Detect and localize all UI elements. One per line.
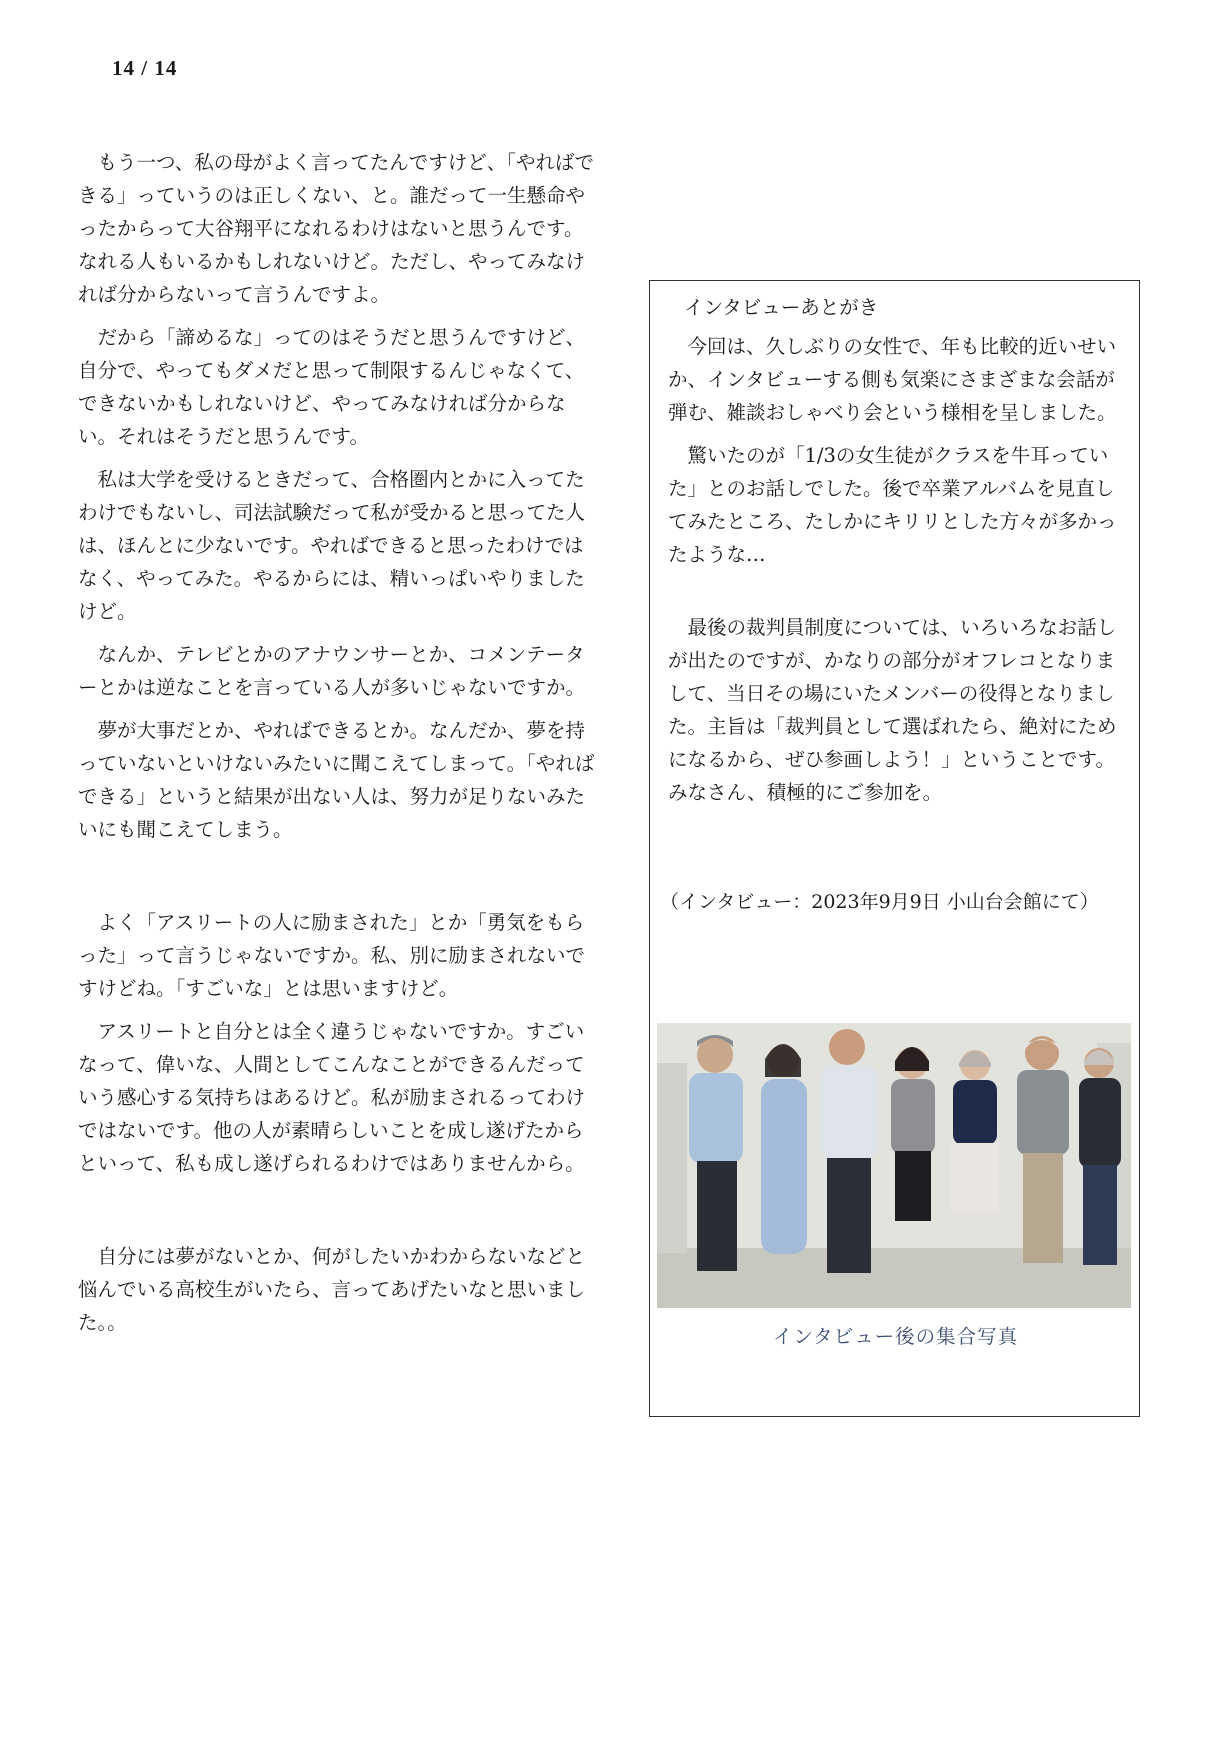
afterword-title: インタビューあとがき — [684, 296, 879, 319]
body-paragraph: 自分には夢がないとか、何がしたいかわからないなどと悩んでいる高校生がいたら、言ってあげたいなと思いました。。 — [78, 1245, 586, 1334]
body-paragraph: だから「諦めるな」ってのはそうだと思うんですけど、自分で、やってもダメだと思って制限するんじゃなくて、できないかもしれないけど、やってみなければ分からない。それはそうだと思うんです。 — [78, 326, 586, 448]
body-paragraph: もう一つ、私の母がよく言ってたんですけど、「やればできる」っていうのは正しくない、と。誰だって一生懸命やったからって大谷翔平になれるわけはないと思うんです。なれる人もいるかもしれないけど。ただし、やってみなければ分からないって言うんですよ。 — [78, 151, 594, 306]
afterword-paragraph: 今回は、久しぶりの女性で、年も比較的近いせいか、インタビューする側も気楽にさまざまな会話が弾む、雑談おしゃべり会という様相を呈しました。 — [668, 335, 1117, 424]
group-photo — [657, 1023, 1131, 1308]
afterword-paragraph: 驚いたのが「1/3の女生徒がクラスを牛耳っていた」とのお話しでした。後で卒業アルバムを見直してみたところ、たしかにキリリとした方々が多かったような… — [668, 444, 1117, 566]
body-paragraph: よく「アスリートの人に励まされた」とか「勇気をもらった」って言うじゃないですか。私、別に励まされないですけどね。「すごいな」とは思いますけど。 — [78, 911, 586, 1000]
body-paragraph: アスリートと自分とは全く違うじゃないですか。すごいなって、偉いな、人間としてこんなことができるんだっていう感心する気持ちはあるけど。私が励まされるってわけではないです。他の人が素晴らしいことを成し遂げたからといって、私も成し遂げられるわけではありませんから。 — [78, 1020, 586, 1175]
interview-body — [78, 146, 598, 1339]
afterword-content — [668, 291, 1126, 809]
body-paragraph: 夢が大事だとか、やればできるとか。なんだか、夢を持っていないといけないみたいに聞こえてしまって。「やればできる」というと結果が出ない人は、努力が足りないみたいにも聞こえてしまう。 — [78, 719, 595, 841]
photo-caption: インタビュー後の集合写真 — [772, 1325, 1019, 1348]
afterword-box — [649, 280, 1140, 1417]
afterword-paragraph: 最後の裁判員制度については、いろいろなお話しが出たのですが、かなりの部分がオフレコとなりまして、当日その場にいたメンバーの役得となりました。主旨は「裁判員として選ばれたら、絶対にためになるから、ぜひ参画しよう！」ということです。みなさん、積極的にご参加を。 — [668, 616, 1117, 804]
page-number: 14 / 14 — [112, 56, 178, 80]
group-photo-illustration — [657, 1023, 1131, 1308]
body-paragraph: 私は大学を受けるときだって、合格圏内とかに入ってたわけでもないし、司法試験だって私が受かると思ってた人は、ほんとに少ないです。やればできると思ったわけではなく、やってみた。やるからには、精いっぱいやりましたけど。 — [78, 468, 586, 623]
interview-credit: （インタビュー：2023年9月9日 小山台会館にて） — [660, 891, 1099, 913]
body-paragraph: なんか、テレビとかのアナウンサーとか、コメンテーターとかは逆なことを言っている人が多いじゃないですか。 — [78, 643, 586, 699]
